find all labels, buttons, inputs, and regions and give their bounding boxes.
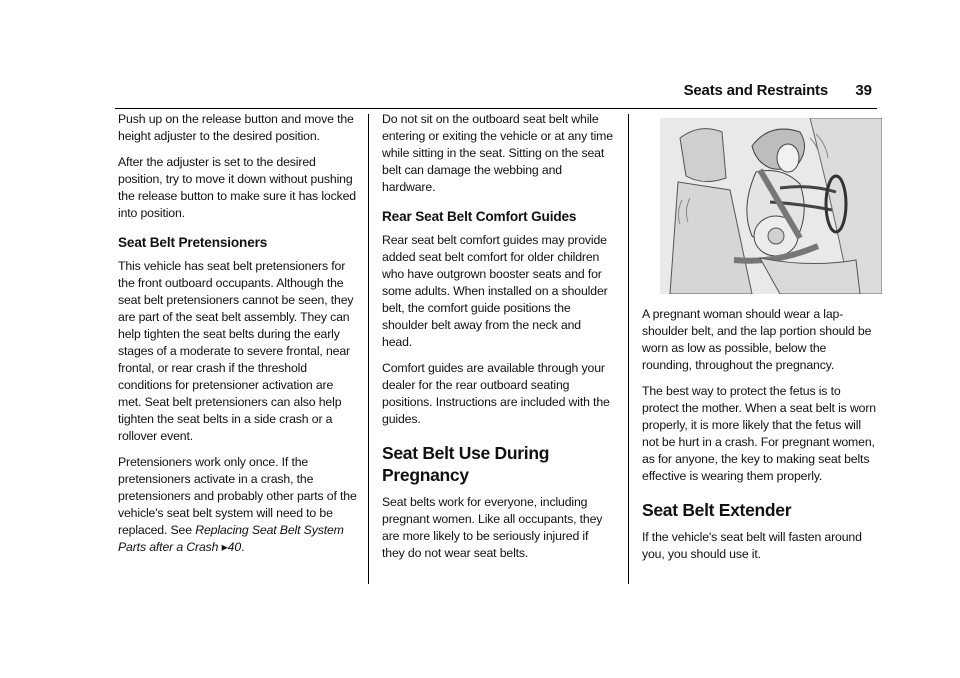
reference-title: Replacing Seat Belt System Parts after a Crash [118,523,344,554]
paragraph: Seat belts work for everyone, including pregnant women. Like all occupants, they are more likely to be seriously injured if they do not wear seat belts. [382,495,603,560]
page-ref-icon: ▸ [221,540,228,554]
paragraph: If the vehicle's seat belt will fasten around you, you should use it. [642,530,862,561]
column-divider-1 [368,114,369,584]
subheading-comfort-guides: Rear Seat Belt Comfort Guides [382,209,577,224]
paragraph-with-reference [118,454,358,556]
page-number: 39 [855,82,872,99]
paragraph: The best way to protect the fetus is to protect the mother. When a seat belt is worn properly, it is more likely that the fetus will not be hurt in a crash. For pregnant women, as for anyone, the key to making seat belts effective is wearing them properly. [642,384,876,483]
paragraph: A pregnant woman should wear a lap-shoulder belt, and the lap portion should be worn as low as possible, below the rounding, throughout the pregnancy. [642,307,872,372]
paragraph: Push up on the release button and move the height adjuster to the desired position. [118,112,354,143]
column-1 [118,111,358,565]
column-divider-2 [628,114,629,584]
header-rule [115,108,877,109]
pregnant-woman-seatbelt-illustration [660,118,882,294]
paragraph: This vehicle has seat belt pretensioners for the front outboard occupants. Although the seat belt pretensioners cannot be seen, they are part of the seat belt assembly. They can help tighten the seat belts during the early stages of a moderate to severe frontal, near frontal, or rear crash if the threshold conditions for pretensioner activation are met. Seat belt pretensioners can also help tighten the seat belts in a side crash or a rollover event. [118,259,354,443]
heading-extender: Seat Belt Extender [642,500,792,520]
page-header [0,82,960,106]
illustration-drawing [660,118,882,294]
paragraph: Comfort guides are available through your dealer for the rear outboard seating positions. Instructions are included with the guides. [382,361,610,426]
paragraph: After the adjuster is set to the desired position, try to move it down without pushing the release button to make sure it has locked into position. [118,155,356,220]
paragraph: Rear seat belt comfort guides may provide added seat belt comfort for older children who have outgrown booster seats and for some adults. When installed on a shoulder belt, the comfort guide positions the shoulder belt away from the neck and head. [382,233,608,349]
column-3 [642,112,878,572]
section-title: Seats and Restraints [683,82,828,99]
sentence-end: . [241,540,245,554]
heading-pregnancy: Seat Belt Use During Pregnancy [382,443,550,485]
subheading-pretensioners: Seat Belt Pretensioners [118,235,268,250]
reference-page: 40 [227,540,242,554]
paragraph-text: Pretensioners work only once. If the pretensioners activate in a crash, the pretensioners and probably other parts of the vehicle's seat belt system will need to be replaced. See [118,455,357,537]
paragraph: Do not sit on the outboard seat belt while entering or exiting the vehicle or at any time while sitting in the seat. Sitting on the seat belt can damage the webbing and hardware. [382,112,613,194]
column-2 [382,111,614,571]
